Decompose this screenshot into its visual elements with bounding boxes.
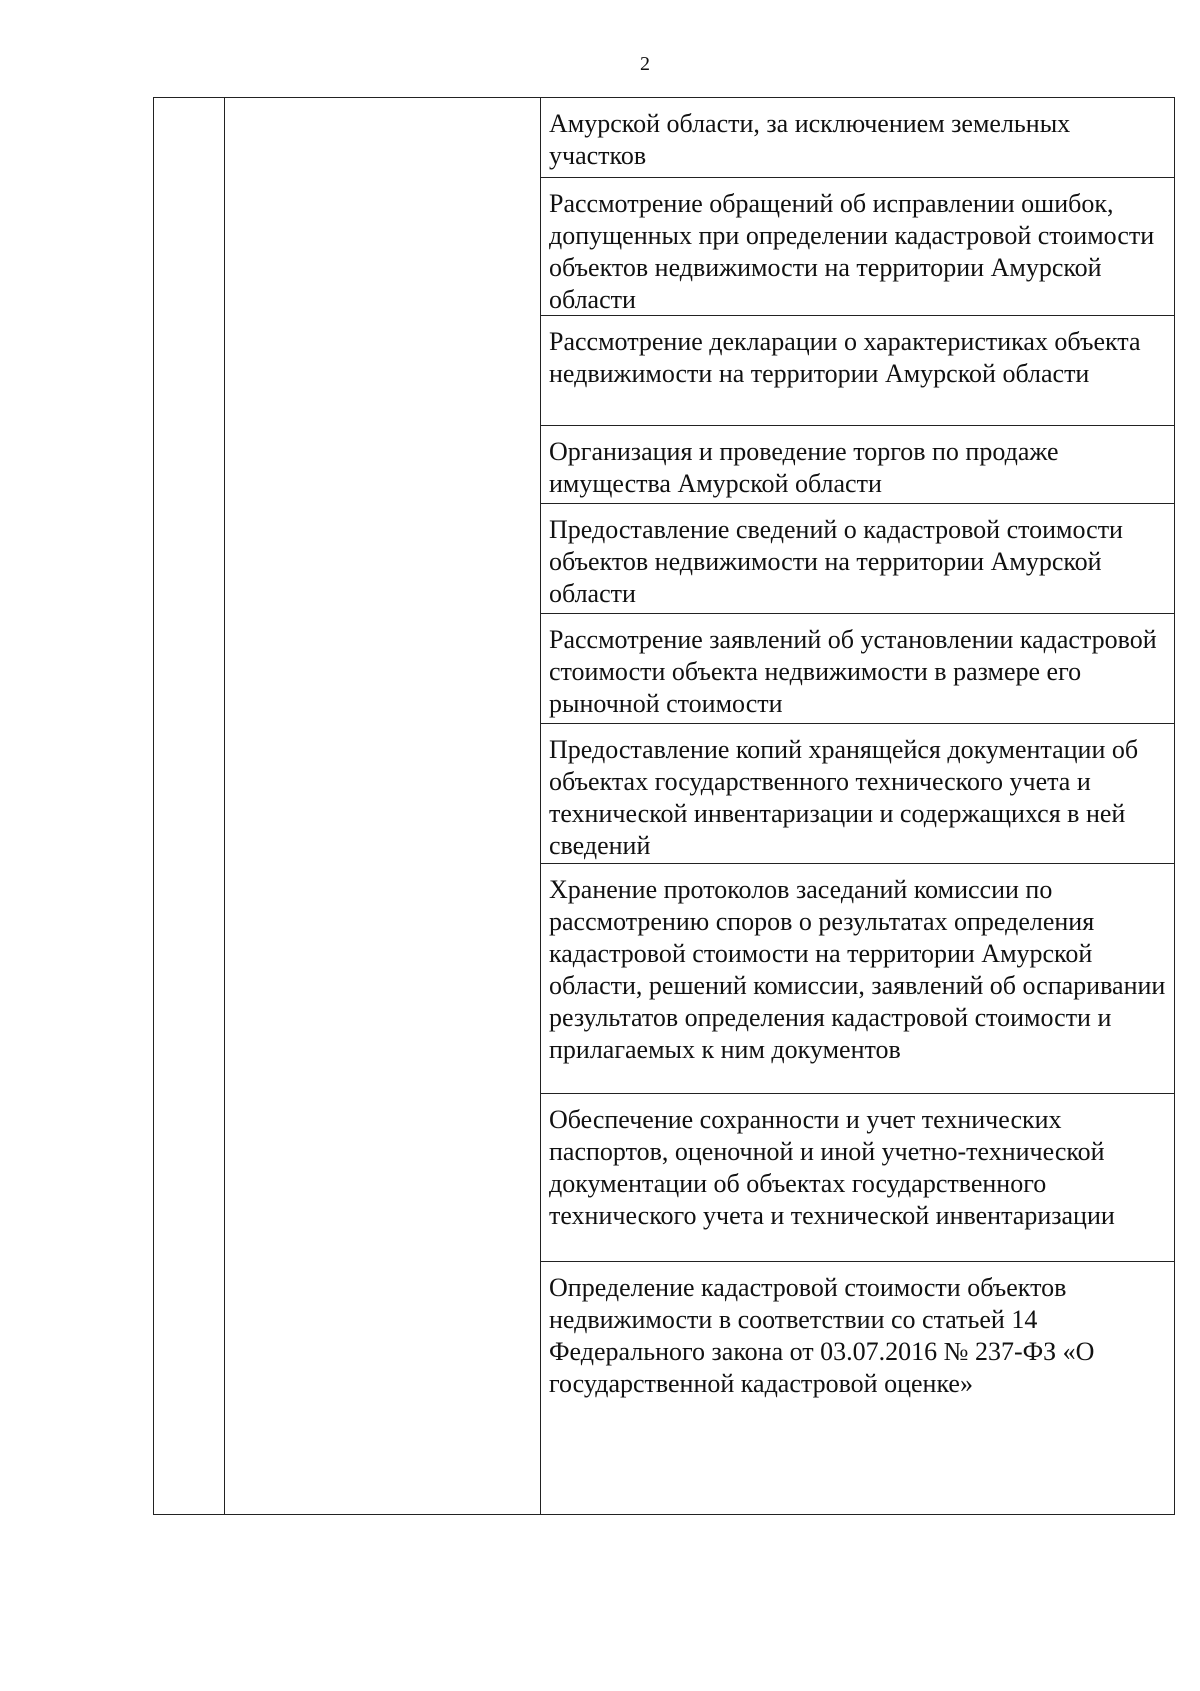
service-item: Определение кадастровой стоимости объектов недвижимости в соответствии со статьей 14 Федерального закона от 03.07.2016 № 237-ФЗ «О государственной кадастровой оценке» (549, 1273, 1095, 1398)
service-item: Организация и проведение торгов по продаже имущества Амурской области (541, 426, 1174, 504)
services-cell (541, 98, 1175, 1515)
service-item: Рассмотрение декларации о характеристиках объекта недвижимости на территории Амурской области (541, 316, 1174, 426)
page-number: 2 (640, 53, 650, 75)
service-item: Амурской области, за исключением земельных участков (541, 98, 1174, 178)
service-item: Хранение протоколов заседаний комиссии по рассмотрению споров о результатах определения кадастровой стоимости на территории Амурской области, решений комиссии, заявлений об оспаривании результатов определения кадастровой стоимости и прилагаемых к ним документов (541, 864, 1174, 1094)
service-item: Рассмотрение обращений об исправлении ошибок, допущенных при определении кадастровой стоимости объектов недвижимости на территории Амурской области (541, 178, 1174, 316)
service-item: Рассмотрение заявлений об установлении кадастровой стоимости объекта недвижимости в размере его рыночной стоимости (541, 614, 1174, 724)
services-table (153, 97, 1175, 1515)
service-item: Обеспечение сохранности и учет технических паспортов, оценочной и иной учетно-технической документации об объектах государственного технического учета и технической инвентаризации (541, 1094, 1174, 1262)
row-number-cell (154, 98, 225, 1515)
organization-name-cell (225, 98, 541, 1515)
services-list (541, 98, 1174, 1514)
service-item: Предоставление копий хранящейся документации об объектах государственного технического учета и технической инвентаризации и содержащихся в ней сведений (541, 724, 1174, 864)
table-row (154, 98, 1175, 1515)
service-item: Предоставление сведений о кадастровой стоимости объектов недвижимости на территории Амурской области (541, 504, 1174, 614)
